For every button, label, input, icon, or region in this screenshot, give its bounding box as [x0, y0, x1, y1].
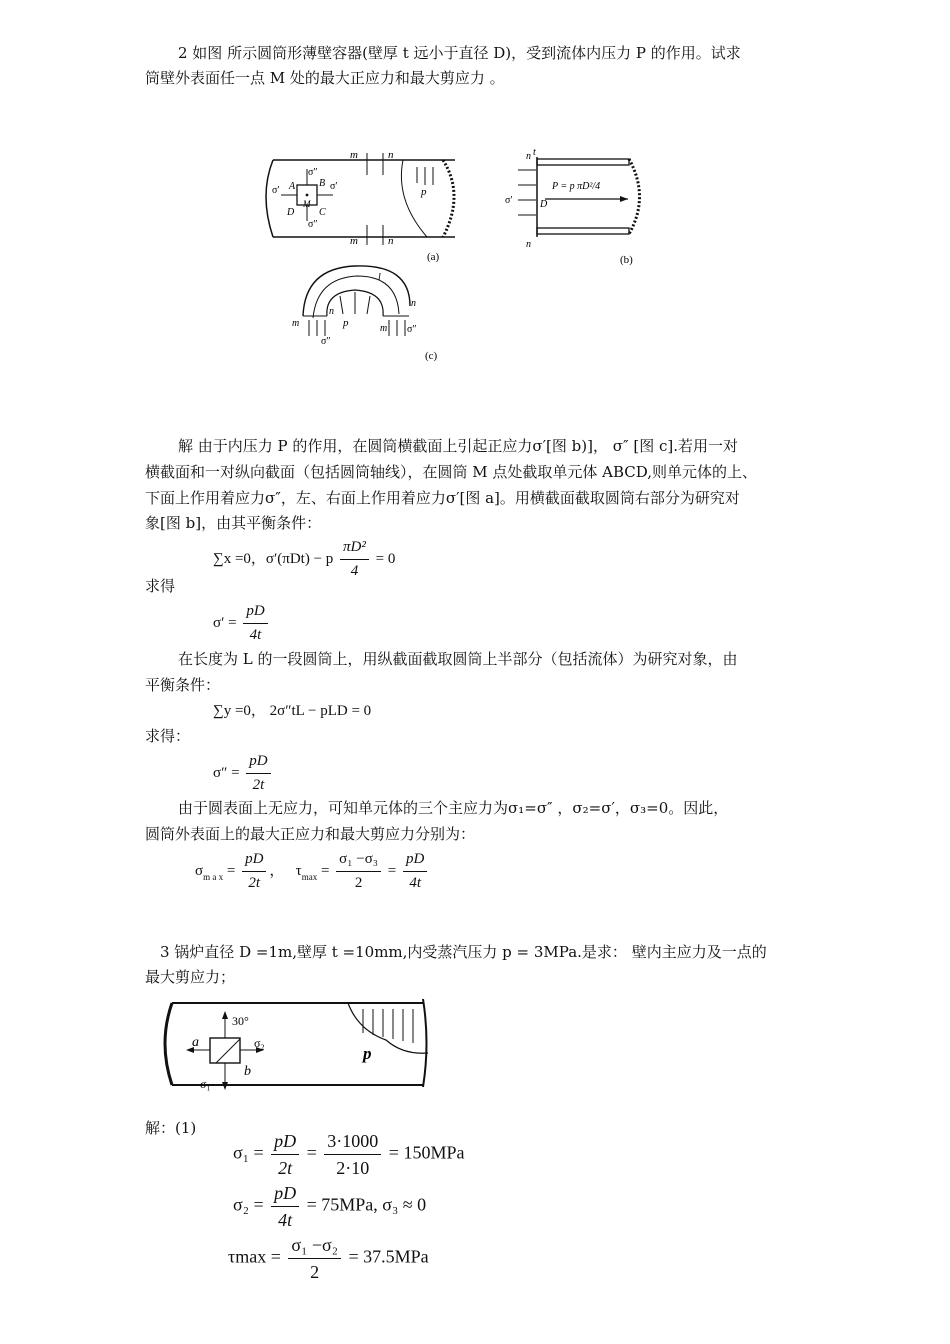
fig3-sigma2: σ₂ [254, 1036, 265, 1050]
label-n-top: n [388, 149, 394, 161]
label-n-b-bottom: n [526, 239, 531, 250]
eq4-fraction [246, 750, 270, 797]
problem2-line2: 筒壁外表面任一点 M 处的最大正应力和最大剪应力 。 [145, 69, 505, 87]
eq5-b-den2: 4t [409, 875, 421, 891]
eq1-num: πD² [340, 536, 369, 560]
eq2-fraction [243, 600, 267, 647]
sigma-prime-left: σ′ [272, 185, 280, 196]
sigma-prime-b: σ′ [505, 195, 513, 206]
s1-num: pD [271, 1128, 299, 1155]
solution3-eq1: σ₁ = $\frac{pD}{2t}$ = $\frac{3\cdot 1000}{2\cdot 10}$ = 150MPa [233, 1128, 464, 1181]
t-den: 2 [310, 1262, 320, 1282]
eq5-fraction-c [403, 848, 427, 895]
figure-2c [285, 258, 455, 368]
s1-result: = 150MPa [388, 1142, 465, 1163]
eq5-tau: τ [295, 862, 302, 879]
label-p-c: p [343, 317, 349, 329]
equation-3: ∑y =0， 2σ″tL − pLD = 0 [213, 703, 372, 719]
s2-left: σ₂ = [233, 1194, 264, 1215]
s1-den: 2t [278, 1158, 293, 1178]
fig3-label-b: b [244, 1064, 251, 1079]
eq5-a-num: pD [242, 848, 266, 872]
figure-2b [500, 145, 670, 275]
eq1-den: 4 [350, 563, 359, 579]
sigma-dprime-bottom: σ″ [308, 219, 318, 230]
eq5-sigma: σ [195, 862, 204, 879]
label-m-bottom: m [350, 235, 358, 247]
fig3-label-p: p [363, 1044, 372, 1063]
t-fraction [288, 1232, 341, 1285]
sigma-dprime-top: σ″ [308, 167, 318, 178]
caption-c: (c) [425, 350, 438, 362]
solution2-line3: 下面上作用着应力σ″，左、右面上作用着应力σ′[图 a]。用横截面截取圆筒右部分为研究对 [145, 489, 740, 507]
s2-fraction [271, 1180, 299, 1233]
eq5-b-den1: 2 [354, 875, 363, 891]
solution2-line7: 由于圆表面上无应力，可知单元体的三个主应力为σ₁=σ″ ，σ₂=σ′，σ₃=0。因此， [178, 799, 729, 817]
solution2-line2: 横截面和一对纵向截面（包括圆筒轴线），在圆筒 M 点处截取单元体 ABCD,则单元体的上、 [145, 463, 758, 481]
label-n-c2: n [329, 306, 334, 317]
label-M: M [303, 199, 311, 209]
s2-result: = 75MPa, σ₃ ≈ 0 [306, 1194, 427, 1215]
t-left: τmax = [228, 1246, 281, 1267]
solution2-qiude1: 求得 [145, 577, 176, 595]
label-A: A [289, 181, 296, 192]
s1-fraction [271, 1128, 299, 1181]
eq5-fraction-a [242, 848, 266, 895]
s1-left: σ₁ = [233, 1142, 264, 1163]
label-B: B [319, 178, 326, 189]
fig3-sigma1: σ₁ [200, 1077, 211, 1091]
eq4-den: 2t [252, 777, 265, 793]
label-t: t [533, 147, 536, 158]
solution3-eq2 [233, 1180, 426, 1233]
equation-4 [213, 750, 274, 797]
solution2-qiude2: 求得： [145, 727, 191, 745]
label-n-bottom: n [388, 235, 394, 247]
label-C: C [319, 207, 326, 218]
s1-den2: 2·10 [336, 1158, 370, 1178]
eq5-b-num1: σ₁ −σ₃ [336, 848, 381, 872]
sigma-prime-right: σ′ [330, 181, 338, 192]
solution2-line8: 圆筒外表面上的最大正应力和最大剪应力分别为： [145, 825, 476, 843]
fig3-label-a: a [192, 1035, 199, 1050]
caption-b: (b) [620, 254, 633, 266]
formula-b: P = p πD²/4 [552, 181, 601, 192]
eq2-left: σ′ = [213, 614, 237, 631]
label-p: p [421, 186, 427, 198]
label-n-b-top: n [526, 151, 531, 162]
sigma-dprime-c1: σ″ [321, 336, 331, 347]
problem3-line1: 3 锅炉直径 D =1m,壁厚 t =10mm,内受蒸汽压力 p = 3MPa.是求： 壁内主应力及一点的 [160, 943, 767, 961]
label-m-c: m [292, 318, 300, 329]
equation-5: $\sigma_{m a x}$ = $\frac{pD}{2t}$ ， $\tau_{max}$ = $\frac{\text{σ₁ −σ₃}}{2}$ = $\frac{pD}{4t}$ [195, 848, 430, 895]
solution2-line5: 在长度为 L 的一段圆筒上，用纵截面截取圆筒上半部分（包括流体）为研究对象，由 [178, 650, 738, 668]
eq5-a-den: 2t [248, 875, 261, 891]
eq5-fraction-b [336, 848, 381, 895]
eq5-sigma-sub: m a x [203, 871, 224, 882]
eq1-left: ∑x =0，σ′(πDt) − p [213, 550, 334, 567]
eq5-b-num2: pD [403, 848, 427, 872]
label-m-top: m [350, 149, 358, 161]
t-result: = 37.5MPa [348, 1246, 429, 1267]
caption-a: (a) [427, 251, 440, 263]
s1-fraction2 [324, 1128, 381, 1181]
eq1-fraction [340, 536, 369, 583]
fig3-angle: 30° [232, 1014, 249, 1028]
figure-2a [255, 145, 475, 275]
s2-den: 4t [278, 1210, 293, 1230]
solution3-eq3 [228, 1232, 429, 1285]
equation-1 [213, 536, 395, 583]
label-l: l [378, 272, 381, 283]
s1-num2: 3·1000 [324, 1128, 381, 1155]
label-n-c: n [411, 298, 416, 309]
problem2-line1: 2 如图 所示圆筒形薄壁容器(壁厚 t 远小于直径 D)，受到流体内压力 P 的作用。试求 [178, 44, 741, 62]
equation-2 [213, 600, 271, 647]
solution2-line4: 象[图 b]，由其平衡条件： [145, 514, 322, 532]
eq2-num: pD [243, 600, 267, 624]
eq5-tau-sub: max [301, 871, 318, 882]
figure-3 [158, 995, 438, 1095]
solution2-line1: 解 由于内压力 P 的作用，在圆筒横截面上引起正应力σ′[图 b)]， σ″ [图 c].若用一对 [178, 437, 738, 455]
sigma-dprime-c2: σ″ [407, 324, 417, 335]
eq4-left: σ″ = [213, 764, 240, 781]
eq1-right: = 0 [375, 550, 396, 567]
t-num: σ₁ −σ₂ [288, 1232, 341, 1259]
label-D: D [287, 207, 295, 218]
solution3-label: 解：(1) [145, 1119, 197, 1137]
label-D-b: D [540, 199, 548, 210]
problem3-line2: 最大剪应力； [145, 968, 236, 986]
eq4-num: pD [246, 750, 270, 774]
solution2-line6: 平衡条件： [145, 676, 221, 694]
eq2-den: 4t [249, 627, 262, 643]
label-m-c2: m [380, 323, 388, 334]
s2-num: pD [271, 1180, 299, 1207]
